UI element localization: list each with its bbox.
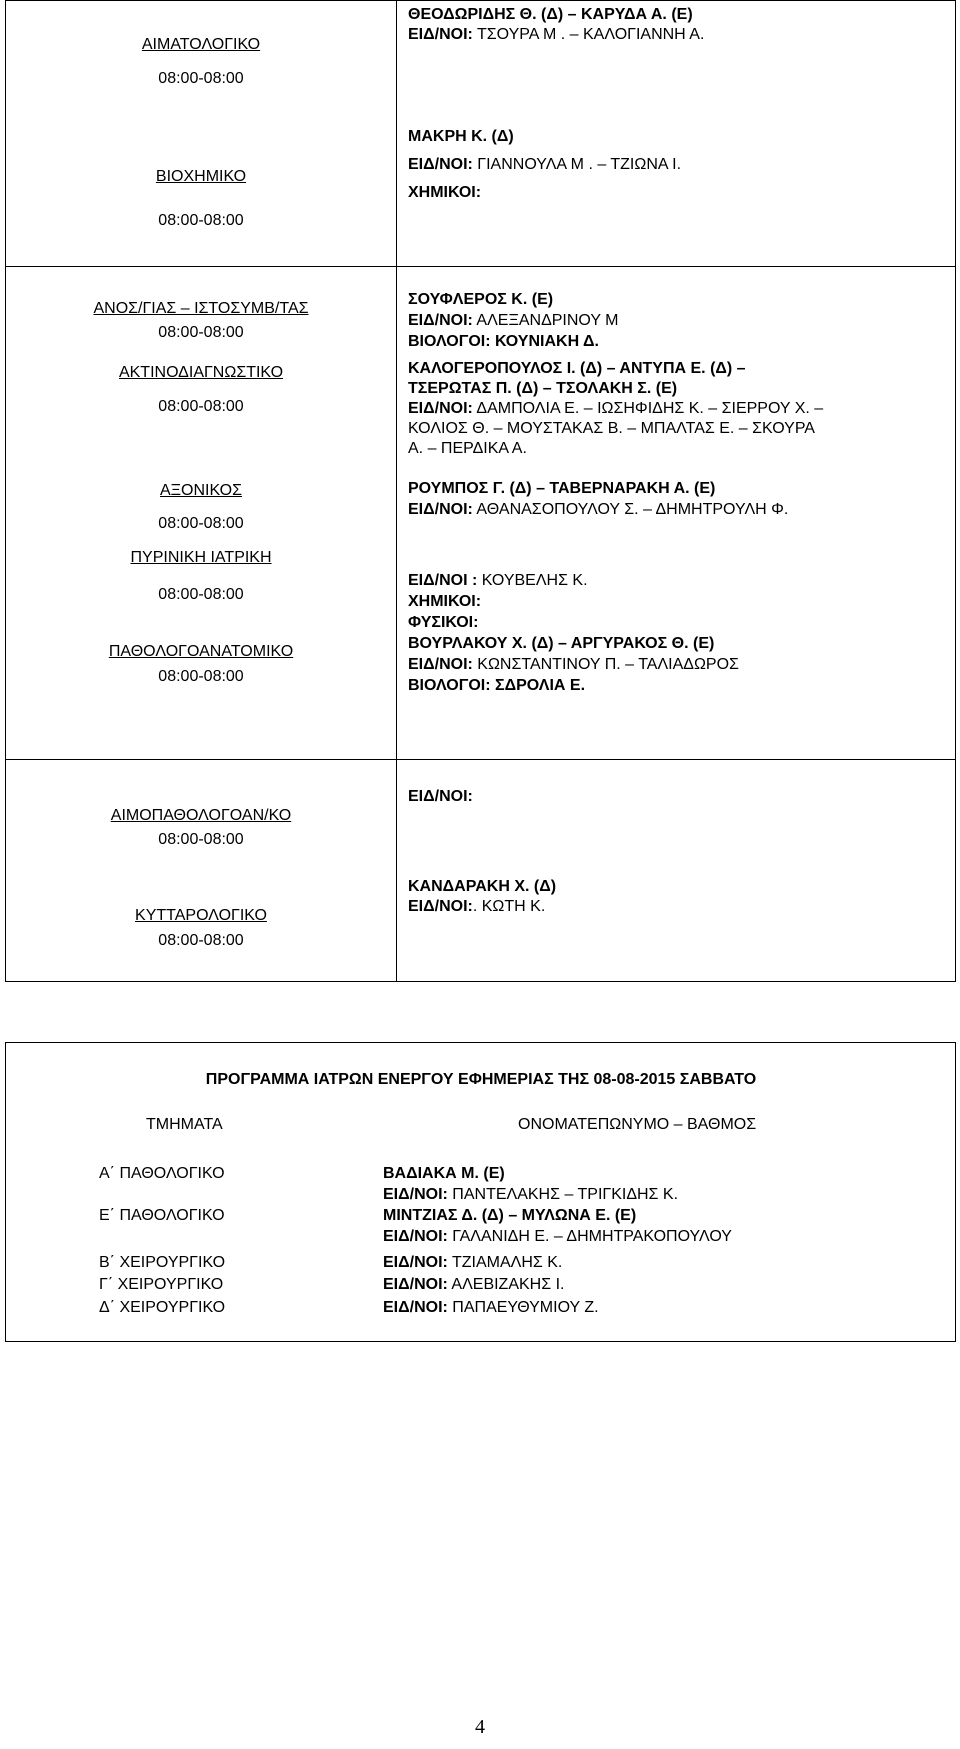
- dept-hours: 08:00-08:00: [158, 831, 244, 848]
- staff-names: . ΚΩΤΗ Κ.: [472, 898, 546, 915]
- staff-label: ΣΟΥΦΛΕΡΟΣ Κ. (Ε): [408, 291, 554, 308]
- staff-line: [383, 1206, 732, 1227]
- staff-label: ΕΙΔ/ΝΟΙ:: [383, 1299, 448, 1316]
- page-number: 4: [475, 1716, 485, 1738]
- dept-name: ΒΙΟΧΗΜΙΚΟ: [155, 168, 247, 185]
- staff-names: ΚΟΛΙΟΣ Θ. – ΜΟΥΣΤΑΚΑΣ Β. – ΜΠΑΛΤΑΣ Ε. – ΣΚΟΥΡΑ: [408, 420, 815, 437]
- staff-line: [408, 439, 948, 459]
- staff-label: ΕΙΔ/ΝΟΙ:: [408, 400, 473, 417]
- staff-label: ΘΕΟΔΩΡΙΔΗΣ Θ. (Δ) – ΚΑΡΥΔΑ Α. (Ε): [408, 6, 693, 23]
- staff-label: ΕΙΔ/ΝΟΙ:: [383, 1186, 448, 1203]
- schedule-doctors: [383, 1164, 678, 1206]
- dept-name: ΑΞΟΝΙΚΟΣ: [159, 482, 243, 499]
- staff-names: ΑΘΑΝΑΣΟΠΟΥΛΟΥ Σ. – ΔΗΜΗΤΡΟΥΛΗ Φ.: [472, 501, 789, 518]
- staff-label: ΒΙΟΛΟΓΟΙ: ΣΔΡΟΛΙΑ Ε.: [408, 677, 586, 694]
- staff-line: [408, 877, 948, 897]
- staff-label: ΚΑΝΔΑΡΑΚΗ Χ. (Δ): [408, 878, 557, 895]
- dept-hours: 08:00-08:00: [158, 324, 244, 341]
- staff-names: ΚΩΝΣΤΑΝΤΙΝΟΥ Π. – ΤΑΛΙΑΔΩΡΟΣ: [472, 656, 739, 673]
- staff-line: [383, 1298, 599, 1319]
- column-header-names: ΟΝΟΜΑΤΕΠΩΝΥΜΟ – ΒΑΘΜΟΣ: [518, 1116, 757, 1133]
- staff-label: ΒΙΟΛΟΓΟΙ: ΚΟΥΝΙΑΚΗ Δ.: [408, 333, 599, 350]
- staff-line: [408, 613, 948, 634]
- staff-label: ΕΙΔ/ΝΟΙ:: [383, 1276, 448, 1293]
- schedule-dept: Ε΄ ΠΑΘΟΛΟΓΙΚΟ: [99, 1207, 225, 1224]
- staff-line: [408, 571, 948, 592]
- staff-line: [408, 127, 948, 155]
- staff-line: [408, 25, 948, 45]
- dept-hours: 08:00-08:00: [158, 212, 244, 229]
- schedule-dept: Α΄ ΠΑΘΟΛΟΓΙΚΟ: [99, 1165, 225, 1182]
- staff-line: [383, 1253, 562, 1274]
- staff-names: ΑΛΕΞΑΝΔΡΙΝΟΥ Μ: [472, 312, 619, 329]
- staff-block: [408, 127, 948, 211]
- staff-label: ΕΙΔ/ΝΟΙ:: [383, 1228, 448, 1245]
- staff-line: [408, 399, 948, 419]
- staff-line: [408, 676, 948, 697]
- schedule-dept: Δ΄ ΧΕΙΡΟΥΡΓΙΚΟ: [99, 1299, 226, 1316]
- schedule-doctors: [383, 1253, 562, 1274]
- dept-hours: 08:00-08:00: [158, 398, 244, 415]
- staff-block: [408, 359, 948, 459]
- dept-hours: 08:00-08:00: [158, 586, 244, 603]
- schedule-doctors: [383, 1275, 564, 1296]
- staff-block: [408, 877, 948, 917]
- staff-line: [408, 897, 948, 917]
- staff-label: ΕΙΔ/ΝΟΙ :: [408, 572, 478, 589]
- staff-label: ΕΙΔ/ΝΟΙ:: [408, 312, 473, 329]
- dept-hours: 08:00-08:00: [158, 515, 244, 532]
- schedule-doctors: [383, 1298, 599, 1319]
- staff-label: ΤΣΕΡΩΤΑΣ Π. (Δ) – ΤΣΟΛΑΚΗ Σ. (Ε): [408, 380, 678, 397]
- staff-line: [383, 1185, 678, 1206]
- dept-name: ΑΚΤΙΝΟΔΙΑΓΝΩΣΤΙΚΟ: [118, 364, 284, 381]
- schedule-title: ΠΡΟΓΡΑΜΜΑ ΙΑΤΡΩΝ ΕΝΕΡΓΟΥ ΕΦΗΜΕΡΙΑΣ ΤΗΣ 08-08-2015 ΣΑΒΒΑΤΟ: [205, 1071, 757, 1088]
- dept-hours: 08:00-08:00: [158, 932, 244, 949]
- staff-label: ΧΗΜΙΚΟΙ:: [408, 593, 482, 610]
- staff-line: [383, 1227, 732, 1248]
- staff-names: ΓΙΑΝΝΟΥΛΑ Μ . – ΤΖΙΩΝΑ Ι.: [472, 156, 682, 173]
- staff-label: ΜΑΚΡΗ Κ. (Δ): [408, 128, 514, 145]
- dept-hours: 08:00-08:00: [158, 70, 244, 87]
- staff-names: ΓΑΛΑΝΙΔΗ Ε. – ΔΗΜΗΤΡΑΚΟΠΟΥΛΟΥ: [447, 1228, 732, 1245]
- staff-names: ΔΑΜΠΟΛΙΑ Ε. – ΙΩΣΗΦΙΔΗΣ Κ. – ΣΙΕΡΡΟΥ Χ. –: [472, 400, 824, 417]
- staff-names: ΑΛΕΒΙΖΑΚΗΣ Ι.: [447, 1276, 565, 1293]
- schedule-dept: Γ΄ ΧΕΙΡΟΥΡΓΙΚΟ: [99, 1276, 224, 1293]
- staff-names: ΠΑΝΤΕΛΑΚΗΣ – ΤΡΙΓΚΙΔΗΣ Κ.: [447, 1186, 679, 1203]
- staff-line: [408, 500, 948, 521]
- staff-line: [408, 379, 948, 399]
- dept-name: ΑΝΟΣ/ΓΙΑΣ – ΙΣΤΟΣΥΜΒ/ΤΑΣ: [93, 300, 309, 317]
- staff-block: [408, 571, 948, 697]
- staff-line: [408, 359, 948, 379]
- duty-table: [5, 0, 956, 982]
- column-header-departments: ΤΜΗΜΑΤΑ: [146, 1116, 223, 1133]
- staff-names: Α. – ΠΕΡΔΙΚΑ Α.: [408, 440, 527, 457]
- staff-line: [408, 634, 948, 655]
- staff-line: [408, 479, 948, 500]
- dept-name: ΠΑΘΟΛΟΓΟΑΝΑΤΟΜΙΚΟ: [108, 643, 294, 660]
- staff-block: [408, 479, 948, 521]
- schedule-doctors: [383, 1206, 732, 1248]
- staff-line: [383, 1275, 564, 1296]
- staff-label: ΦΥΣΙΚΟΙ:: [408, 614, 479, 631]
- staff-line: [408, 311, 948, 332]
- staff-label: ΕΙΔ/ΝΟΙ:: [408, 156, 473, 173]
- staff-line: [408, 290, 948, 311]
- staff-label: ΚΑΛΟΓΕΡΟΠΟΥΛΟΣ Ι. (Δ) – ΑΝΤΥΠΑ Ε. (Δ) –: [408, 360, 746, 377]
- staff-label: ΕΙΔ/ΝΟΙ:: [408, 656, 473, 673]
- staff-names: ΚΟΥΒΕΛΗΣ Κ.: [477, 572, 588, 589]
- staff-label: ΜΙΝΤΖΙΑΣ Δ. (Δ) – ΜΥΛΩΝΑ Ε. (Ε): [383, 1207, 637, 1224]
- dept-name: ΑΙΜΟΠΑΘΟΛΟΓΟΑΝ/ΚΟ: [110, 807, 292, 824]
- staff-label: ΒΑΔΙΑΚΑ Μ. (Ε): [383, 1165, 505, 1182]
- staff-line: [408, 155, 948, 183]
- staff-names: ΤΖΙΑΜΑΛΗΣ Κ.: [447, 1254, 563, 1271]
- staff-line: [408, 419, 948, 439]
- staff-line: [408, 5, 948, 25]
- staff-label: ΧΗΜΙΚΟΙ:: [408, 184, 482, 201]
- staff-names: ΤΣΟΥΡΑ Μ . – ΚΑΛΟΓΙΑΝΝΗ Α.: [472, 26, 705, 43]
- schedule-table: [5, 1042, 956, 1342]
- staff-label: ΕΙΔ/ΝΟΙ:: [408, 501, 473, 518]
- staff-label: ΕΙΔ/ΝΟΙ:: [408, 898, 473, 915]
- staff-block: [408, 290, 948, 353]
- staff-label: ΕΙΔ/ΝΟΙ:: [383, 1254, 448, 1271]
- dept-name: ΑΙΜΑΤΟΛΟΓΙΚΟ: [141, 36, 261, 53]
- staff-line: [408, 655, 948, 676]
- dept-name: ΚΥΤΤΑΡΟΛΟΓΙΚΟ: [135, 907, 267, 924]
- staff-line: [408, 332, 948, 353]
- staff-label: ΕΙΔ/ΝΟΙ:: [408, 26, 473, 43]
- staff-block: [408, 5, 948, 45]
- staff-label: ΒΟΥΡΛΑΚΟΥ Χ. (Δ) – ΑΡΓΥΡΑΚΟΣ Θ. (Ε): [408, 635, 715, 652]
- staff-label: ΡΟΥΜΠΟΣ Γ. (Δ) – ΤΑΒΕΡΝΑΡΑΚΗ Α. (Ε): [408, 480, 716, 497]
- staff-line: ΕΙΔ/ΝΟΙ:: [408, 788, 473, 805]
- dept-hours: 08:00-08:00: [158, 668, 244, 685]
- dept-name: ΠΥΡΙΝΙΚΗ ΙΑΤΡΙΚΗ: [130, 549, 272, 566]
- staff-line: [408, 592, 948, 613]
- staff-line: [383, 1164, 678, 1185]
- schedule-dept: Β΄ ΧΕΙΡΟΥΡΓΙΚΟ: [99, 1254, 226, 1271]
- staff-names: ΠΑΠΑΕΥΘΥΜΙΟΥ Ζ.: [447, 1299, 599, 1316]
- staff-line: [408, 183, 948, 211]
